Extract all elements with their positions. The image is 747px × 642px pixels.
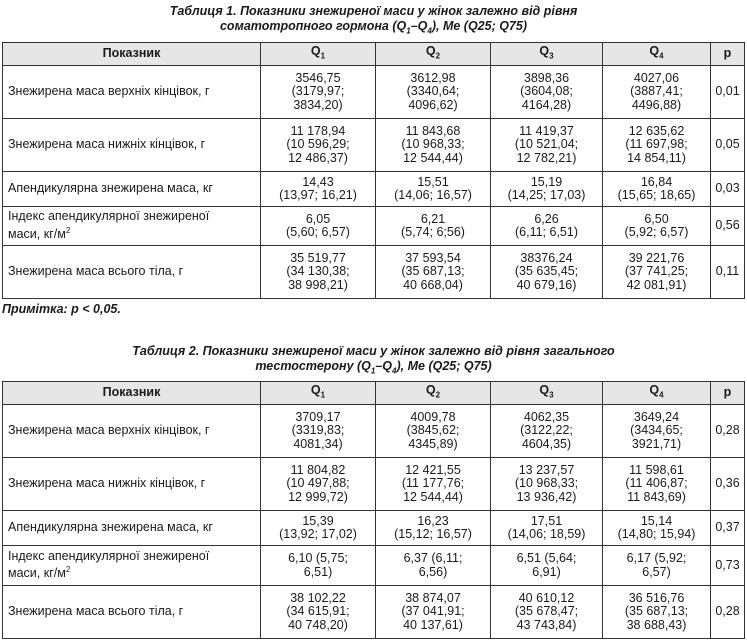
row-label: Знежирена маса верхніх кінцівок, г: [3, 405, 261, 458]
value-cell: 3649,24 (3434,65; 3921,71): [603, 405, 711, 458]
column-header: Показник: [3, 382, 261, 405]
column-header: $Q_1$: [261, 43, 376, 66]
value-cell: 15,51 (14,06; 16,57): [376, 172, 491, 207]
value-cell: 11 178,94 (10 596,29; 12 486,37): [261, 119, 376, 172]
value-cell: 37 593,54 (35 687,13; 40 668,04): [376, 246, 491, 299]
table1-caption: [0, 4, 747, 39]
row-label: Знежирена маса всього тіла, г: [3, 586, 261, 639]
table-row: [3, 586, 745, 639]
table1-caption-line1: Таблиця 1. Показники знежиреної маси у жінок залежно від рівня: [169, 4, 578, 18]
value-cell: 11 804,82 (10 497,88; 12 999,72): [261, 458, 376, 511]
value-cell: 15,39 (13,92; 17,02): [261, 511, 376, 546]
table2: [2, 381, 745, 639]
value-cell: 16,23 (15,12; 16,57): [376, 511, 491, 546]
value-cell: 12 421,55 (11 177,76; 12 544,44): [376, 458, 491, 511]
value-cell: 16,84 (15,65; 18,65): [603, 172, 711, 207]
p-value-cell: 0,05: [711, 119, 745, 172]
value-cell: 14,43 (13,97; 16,21): [261, 172, 376, 207]
p-value-cell: 0,01: [711, 66, 745, 119]
value-cell: 35 519,77 (34 130,38; 38 998,21): [261, 246, 376, 299]
value-cell: 3898,36 (3604,08; 4164,28): [491, 66, 603, 119]
row-label: Знежирена маса нижніх кінцівок, г: [3, 458, 261, 511]
p-value-cell: 0,37: [711, 511, 745, 546]
p-value-cell: 0,03: [711, 172, 745, 207]
value-cell: 11 598,61 (11 406,87; 11 843,69): [603, 458, 711, 511]
value-cell: 6,17 (5,92; 6,57): [603, 546, 711, 586]
value-cell: 15,14 (14,80; 15,94): [603, 511, 711, 546]
table1-note: Примітка: р < 0,05.: [2, 302, 121, 316]
value-cell: 3546,75 (3179,97; 3834,20): [261, 66, 376, 119]
row-label: Індекс апендикулярної знежиреної маси, $кг/м^2$: [3, 207, 261, 246]
table-row: [3, 172, 745, 207]
table-row: [3, 546, 745, 586]
p-value-cell: 0,28: [711, 405, 745, 458]
column-header: p: [711, 382, 745, 405]
value-cell: 6,21 (5,74; 6;56): [376, 207, 491, 246]
row-label: Апендикулярна знежирена маса, кг: [3, 172, 261, 207]
value-cell: 4009,78 (3845,62; 4345,89): [376, 405, 491, 458]
value-cell: 12 635,62 (11 697,98; 14 854,11): [603, 119, 711, 172]
table-row: [3, 207, 745, 246]
column-header: p: [711, 43, 745, 66]
value-cell: 6,26 (6,11; 6,51): [491, 207, 603, 246]
value-cell: 6,50 (5,92; 6,57): [603, 207, 711, 246]
table-row: [3, 511, 745, 546]
value-cell: 6,10 (5,75; 6,51): [261, 546, 376, 586]
value-cell: 38376,24 (35 635,45; 40 679,16): [491, 246, 603, 299]
row-label: Апендикулярна знежирена маса, кг: [3, 511, 261, 546]
column-header: $Q_4$: [603, 382, 711, 405]
value-cell: 17,51 (14,06; 18,59): [491, 511, 603, 546]
p-value-cell: 0,28: [711, 586, 745, 639]
table2-caption-line2: тестостерону $(Q_1-Q_4)$, Me (Q25; Q75): [255, 359, 492, 376]
column-header: $Q_2$: [376, 382, 491, 405]
header-row: [3, 382, 745, 405]
p-value-cell: 0,11: [711, 246, 745, 299]
row-label: Знежирена маса верхніх кінцівок, г: [3, 66, 261, 119]
value-cell: 6,51 (5,64; 6,91): [491, 546, 603, 586]
table1: [2, 42, 745, 299]
value-cell: 6,37 (6,11; 6,56): [376, 546, 491, 586]
table-row: [3, 66, 745, 119]
p-value-cell: 0,56: [711, 207, 745, 246]
value-cell: 6,05 (5,60; 6,57): [261, 207, 376, 246]
p-value-cell: 0,36: [711, 458, 745, 511]
table1-caption-line2: соматотропного гормона $(Q_1-Q_4)$, Me (Q25; Q75): [219, 19, 528, 36]
value-cell: 3709,17 (3319,83; 4081,34): [261, 405, 376, 458]
value-cell: 4027,06 (3887,41; 4496,88): [603, 66, 711, 119]
row-label: Знежирена маса всього тіла, г: [3, 246, 261, 299]
column-header: $Q_3$: [491, 382, 603, 405]
value-cell: 4062,35 (3122,22; 4604,35): [491, 405, 603, 458]
column-header: $Q_2$: [376, 43, 491, 66]
value-cell: 39 221,76 (37 741,25; 42 081,91): [603, 246, 711, 299]
value-cell: 11 419,37 (10 521,04; 12 782,21): [491, 119, 603, 172]
table-row: [3, 458, 745, 511]
column-header: Показник: [3, 43, 261, 66]
value-cell: 40 610,12 (35 678,47; 43 743,84): [491, 586, 603, 639]
value-cell: 15,19 (14,25; 17,03): [491, 172, 603, 207]
table2-caption: [0, 344, 747, 379]
table2-caption-line1: Таблиця 2. Показники знежиреної маси у жінок залежно від рівня загального: [132, 344, 615, 358]
row-label: Знежирена маса нижніх кінцівок, г: [3, 119, 261, 172]
value-cell: 38 102,22 (34 615,91; 40 748,20): [261, 586, 376, 639]
value-cell: 13 237,57 (10 968,33; 13 936,42): [491, 458, 603, 511]
column-header: $Q_1$: [261, 382, 376, 405]
header-row: [3, 43, 745, 66]
value-cell: 3612,98 (3340,64; 4096,62): [376, 66, 491, 119]
table-row: [3, 119, 745, 172]
value-cell: 36 516,76 (35 687,13; 38 688,43): [603, 586, 711, 639]
p-value-cell: 0,73: [711, 546, 745, 586]
row-label: Індекс апендикулярної знежиреної маси, $кг/м^2$: [3, 546, 261, 586]
column-header: $Q_4$: [603, 43, 711, 66]
value-cell: 11 843,68 (10 968,33; 12 544,44): [376, 119, 491, 172]
value-cell: 38 874,07 (37 041,91; 40 137,61): [376, 586, 491, 639]
column-header: $Q_3$: [491, 43, 603, 66]
table-row: [3, 246, 745, 299]
table-row: [3, 405, 745, 458]
